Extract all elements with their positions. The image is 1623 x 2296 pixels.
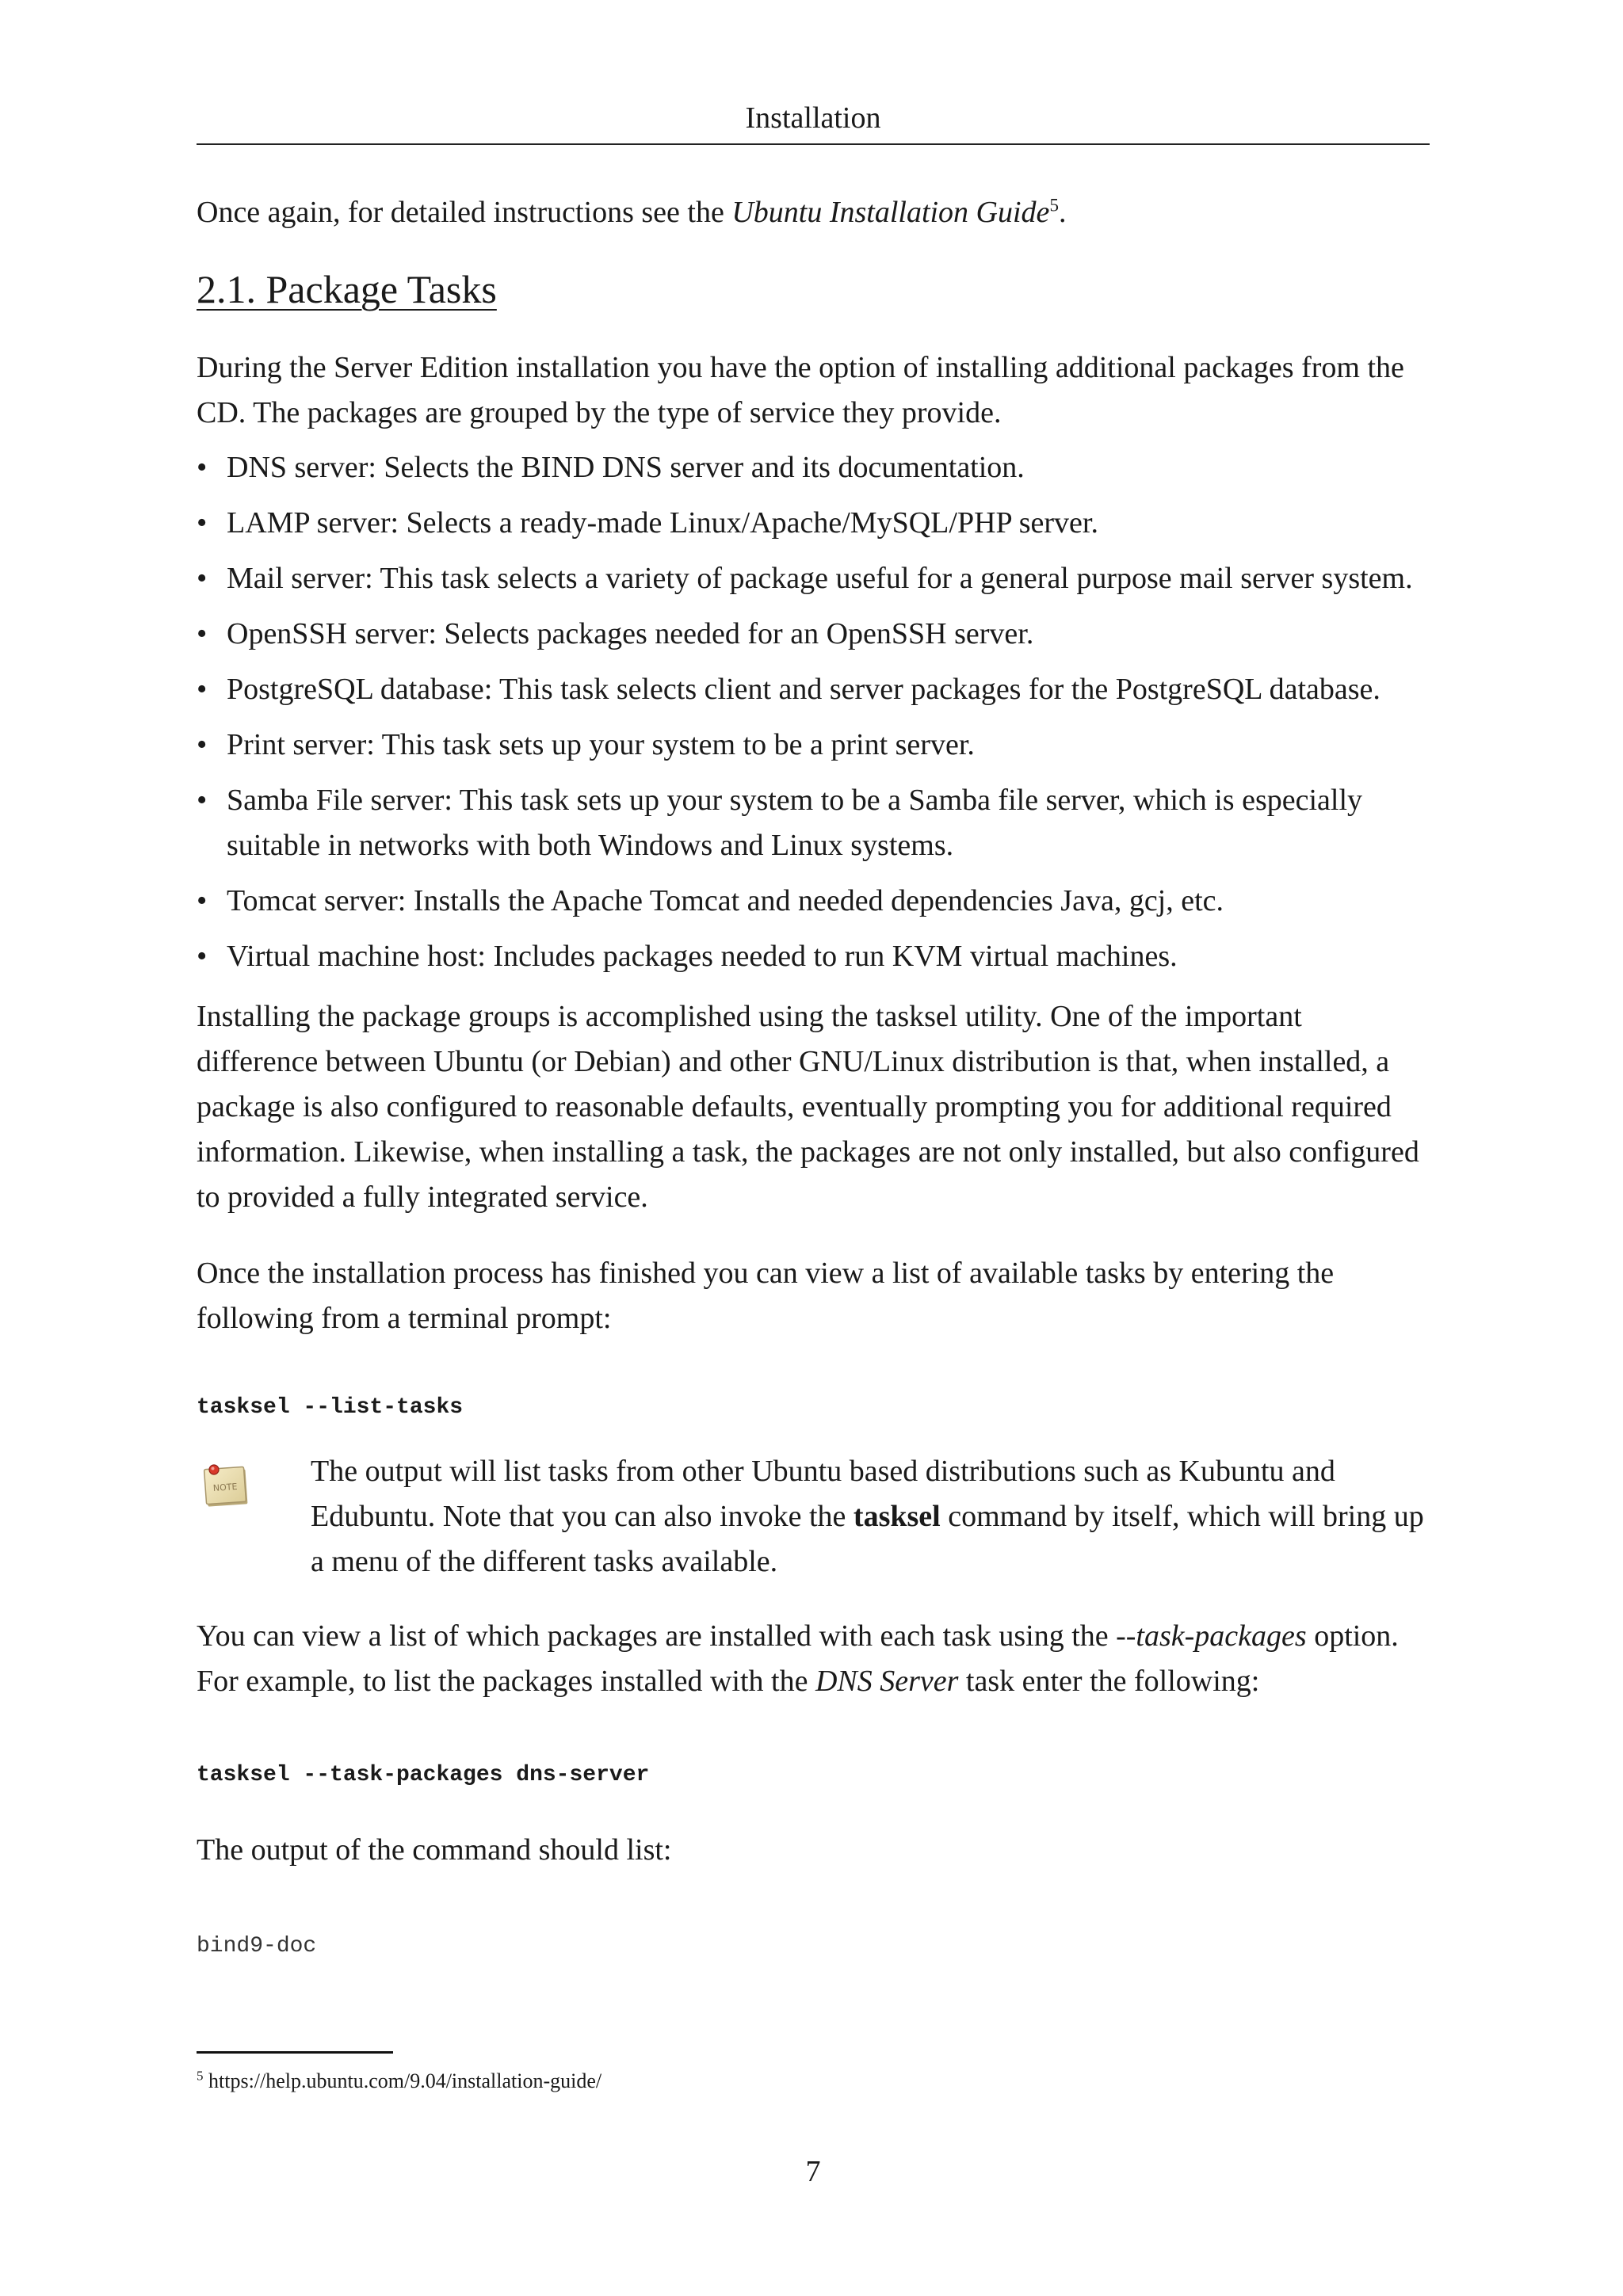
bullet-marker: •	[197, 728, 208, 761]
code-task-packages: tasksel --task-packages dns-server	[197, 1763, 650, 1787]
svg-text:NOTE: NOTE	[212, 1481, 238, 1494]
intro-end: .	[1058, 196, 1067, 229]
bullet-marker: •	[197, 451, 208, 484]
intro-text: Once again, for detailed instructions see the	[197, 196, 732, 229]
code-list-tasks: tasksel --list-tasks	[197, 1395, 464, 1420]
bullet-marker: •	[197, 884, 208, 917]
footnote-reference[interactable]: 5	[1049, 195, 1059, 215]
task-list-item	[197, 879, 1430, 924]
bullet-marker: •	[197, 784, 208, 817]
footnote	[197, 2067, 601, 2096]
task-list-item	[197, 667, 1430, 712]
task-list-item-text: Print server: This task sets up your system to be a print server.	[227, 728, 975, 761]
task-list-item-text: Samba File server: This task sets up your system to be a Samba file server, which is especially suitable in networks with both Windows and Linux systems.	[227, 784, 1363, 862]
bullet-marker: •	[197, 506, 208, 540]
bullet-marker: •	[197, 940, 208, 973]
installation-guide-link[interactable]: Ubuntu Installation Guide	[731, 196, 1050, 229]
task-list-item-text: PostgreSQL database: This task selects client and server packages for the PostgreSQL database.	[227, 673, 1381, 706]
task-list-item	[197, 934, 1430, 979]
task-packages-option: --task-packages	[1116, 1619, 1307, 1653]
task-list-item-text: Virtual machine host: Includes packages needed to run KVM virtual machines.	[227, 940, 1178, 973]
task-list-item	[197, 723, 1430, 768]
note-text: The output will list tasks from other Ubuntu based distributions such as Kubuntu and Edubuntu. Note that you can also invoke the tasksel command by itself, which will bring up a menu of the different tasks available.	[311, 1455, 1424, 1578]
task-list-item-text: Tomcat server: Installs the Apache Tomcat and needed dependencies Java, gcj, etc.	[227, 884, 1224, 917]
dns-server-task-name: DNS Server	[815, 1665, 959, 1698]
task-list-item	[197, 445, 1430, 490]
task-list-item	[197, 501, 1430, 546]
code-output: bind9-doc	[197, 1934, 317, 1958]
task-list-item	[197, 778, 1430, 868]
header-rule	[197, 143, 1430, 145]
tasksel-command: tasksel	[853, 1500, 941, 1533]
task-list-item	[197, 612, 1430, 657]
footnote-rule	[197, 2051, 393, 2054]
bullet-marker: •	[197, 562, 208, 595]
task-list-item-text: LAMP server: Selects a ready-made Linux/Apache/MySQL/PHP server.	[227, 506, 1098, 540]
note-admonition	[197, 1449, 1430, 1585]
bullet-marker: •	[197, 617, 208, 650]
paragraph-output: The output of the command should list:	[197, 1833, 672, 1867]
footnote-url[interactable]: https://help.ubuntu.com/9.04/installation-guide/	[208, 2069, 602, 2092]
intro-paragraph	[197, 190, 1430, 235]
task-list	[197, 445, 1430, 979]
paragraph-list-tasks: Once the installation process has finished you can view a list of available tasks by entering the following from a terminal prompt:	[197, 1257, 1335, 1335]
page-content	[197, 190, 1430, 1962]
paragraph-tasksel-utility: Installing the package groups is accomplished using the tasksel utility. One of the important difference between Ubuntu (or Debian) and other GNU/Linux distribution is that, when installed, a package is also configured to reasonable defaults, eventually prompting you for additional required information. Likewise, when installing a task, the packages are not only installed, but also configured to provided a fully integrated service.	[197, 1000, 1419, 1214]
task-list-item	[197, 556, 1430, 601]
task-list-item-text: OpenSSH server: Selects packages needed for an OpenSSH server.	[227, 617, 1034, 650]
footnote-number: 5	[197, 2068, 204, 2084]
paragraph-task-packages: You can view a list of which packages are installed with each task using the --task-packages option. For example, to list the packages installed with the DNS Server task enter the following:	[197, 1619, 1399, 1698]
section-heading: 2.1. Package Tasks	[197, 267, 497, 311]
task-list-item-text: Mail server: This task selects a variety of package useful for a general purpose mail server system.	[227, 562, 1413, 595]
note-icon	[201, 1460, 252, 1511]
paragraph-server-edition: During the Server Edition installation you have the option of installing additional packages from the CD. The packages are grouped by the type of service they provide.	[197, 351, 1404, 429]
bullet-marker: •	[197, 673, 208, 706]
task-list-item-text: DNS server: Selects the BIND DNS server and its documentation.	[227, 451, 1025, 484]
running-header: Installation	[745, 101, 881, 135]
page-number: 7	[805, 2155, 821, 2188]
